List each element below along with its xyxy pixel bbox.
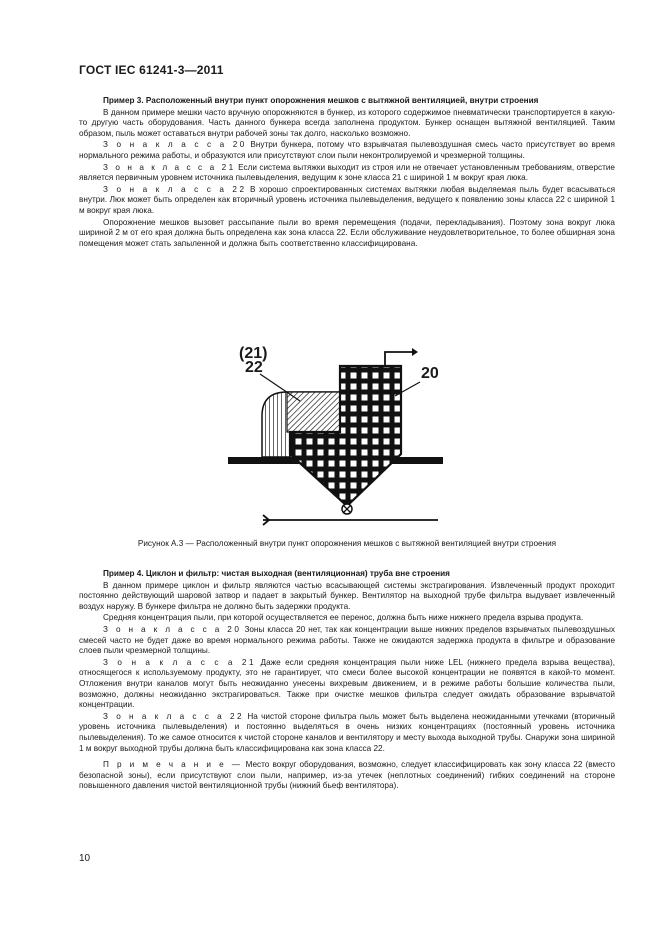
zone-21-prefix: З о н а к л а с с а 21 [103, 657, 257, 667]
example-4-paragraph-2: Средняя концентрация пыли, при которой осуществляется ее перенос, должна быть ниже нижнего предела взрыва продукта. [103, 613, 584, 623]
zone-21-prefix: З о н а к л а с с а 21 [103, 162, 236, 172]
exhaust-duct [385, 352, 412, 366]
zone-21-text: Если система вытяжки выходит из строя или не отвечает установленным требованиям, отверстие является первичным уровнем источника пылевыделения, ведущим к зоне класса 21 с шириной 1 м вокруг края люка. [79, 162, 615, 183]
example-4-note [79, 760, 615, 792]
zone-20-text: Зоны класса 20 нет, так как концентрации выше нижних пределов взрывчатых пылевоздушных смесей часто не будет даже во время нормального режима работы. Также не ожидаются задержка продукта в фильтре и образование слоев пыли чрезмерной толщины. [79, 624, 615, 656]
example-4-section [79, 569, 615, 793]
example-4-zone-22 [79, 712, 615, 754]
example-3-zone-20 [79, 140, 615, 161]
label-zone-21: (21) [239, 345, 268, 362]
zone-22-prefix: З о н а к л а с с а 22 [103, 184, 247, 194]
page-number: 10 [79, 853, 91, 864]
figure-a3-diagram [225, 346, 445, 531]
zone-20-prefix: З о н а к л а с с а 20 [103, 624, 242, 634]
zone-20-area [285, 361, 410, 511]
example-4-paragraph-1: В данном примере циклон и фильтр являются частью всасывающей системы экстрагирования. Извлеченный продукт проходит постоянно действующий шаровой затвор и падает в закрытый бункер. Вентилятор на выходной трубе фильтра выдувает извлеченный воздух наружу. В бункере фильтра не должно быть задержки продукта. [79, 580, 615, 611]
note-prefix: П р и м е ч а н и е — [103, 760, 243, 770]
exhaust-arrow-icon [412, 348, 418, 356]
example-3-paragraph-1: В данном примере мешки часто вручную опорожняются в бункер, из которого содержимое пневматически транспортируется в какую-то другую часть оборудования. Часть данного бункера всегда заполнена продуктом. Бункер оснащен вытяжной вентиляцией. Таким образом, пыль может оставаться внутри рабочей зоны так долго, насколько возможно. [79, 107, 615, 138]
example-3-zone-22 [79, 185, 615, 217]
example-4-heading: Пример 4. Циклон и фильтр: чистая выходная (вентиляционная) труба вне строения [103, 569, 450, 578]
zone-20-prefix: З о н а к л а с с а 20 [103, 140, 247, 150]
example-3-zone-21 [79, 163, 615, 184]
label-zone-22: 22 [245, 359, 263, 376]
example-4-zone-21 [79, 658, 615, 711]
note-text: Место вокруг оборудования, возможно, следует классифицировать как зону класса 22 (вместо безопасной зоны), если присутствуют слои пыли, например, из-за утечек (неплотных соединений) гибких соединений на стороне повышенного давления чистой вентиляционной трубы (нижний бьеф вентилятора). [79, 760, 615, 791]
zone-22-text: На чистой стороне фильтра пыль может быть выделена неожиданными утечками (вторичный уровень источника пылевыделения) и постоянно выделяться в очень низких концентрациях (постоянный уровень источника пылевыделения). То же самое относится к чистой стороне каналов и вентилятору и месту выхода выходной трубы. Снаружи зона шириной 1 м вокруг выходной трубы должна быть классифицирована как зона класса 22. [79, 711, 615, 753]
label-zone-20: 20 [421, 365, 439, 382]
zone-21-text: Даже если средняя концентрация пыли ниже LEL (нижнего предела взрыва вещества), относящегося к используемому продукту, это не гарантирует, что смеси более высокой концентрации не появятся в какой-то момент. Отложения внутри каналов могут быть неожиданно унесены вихревым движением, и в режиме работы большие количества пыли, возможно, должны неожиданно экстрагироваться. Также при очистке мешков фильтра следует ожидать образование взрывчатой концентрации. [79, 657, 615, 710]
zone-20-text: Внутри бункера, потому что взрывчатая пылевоздушная смесь часто присутствует во время нормального режима работы, и образуются или присутствуют слои пыли неконтролируемой и чрезмерной толщины. [79, 140, 615, 160]
example-3-paragraph-5: Опорожнение мешков вызовет рассыпание пыли во время перемещения (подачи, перекладывания). Поэтому зона вокруг люка шириной 2 м от его края должна быть определена как зона класса 22. Если обслуживание неудовлетворительное, то более обширная зона помещения может стать запыленной и должна быть соответственно классифицирована. [79, 217, 615, 248]
zone-22-text: В хорошо спроектированных системах вытяжки любая выделяемая пыль будет всасываться внутри. Люк может быть определен как вторичный уровень источника пылевыделения, ведущего к появлению зоны класса 22 с шириной 1 м вокруг края люка. [79, 184, 616, 215]
document-header: ГОСТ IEC 61241-3—2011 [79, 63, 224, 77]
example-4-zone-20 [79, 625, 615, 657]
figure-caption: Рисунок А.3 — Расположенный внутри пункт опорожнения мешков с вытяжной вентиляцией внутри строения [137, 539, 557, 548]
zone-22-prefix: З о н а к л а с с а 22 [103, 711, 245, 721]
example-3-heading: Пример 3. Расположенный внутри пункт опорожнения мешков с вытяжной вентиляцией, внутри строения [103, 96, 539, 105]
example-3-section [79, 96, 615, 250]
